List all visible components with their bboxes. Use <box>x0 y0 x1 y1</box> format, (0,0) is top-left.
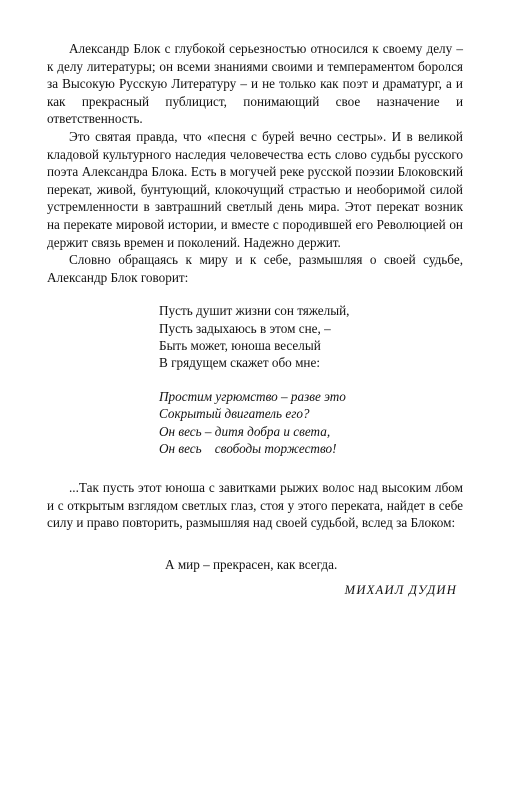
paragraph-blok-seriousness: Александр Блок с глубокой серьезностью относился к своему делу – к делу литературы; он всеми знаниями своими и темпераментом боролся за Высокую Русскую Литературу – и не только как поэт и драматург, а и как прекрасный публицист, понимающий свое назначение и ответственность. <box>47 41 463 127</box>
document-page <box>47 40 463 598</box>
poem-line: Пусть душит жизни сон тяжелый, <box>159 303 350 319</box>
poem-line: Пусть задыхаюсь в этом сне, – <box>159 320 331 336</box>
author-signature: МИХАИЛ ДУДИН <box>344 583 457 598</box>
paragraph-youth: ...Так пусть этот юноша с завитками рыжих волос над высоким лбом и с открытым взглядом светлых глаз, стоя у этого переката, найдет в себе силу и право повторить, размышляя над своей судьбой, вслед за Блоком: <box>47 479 463 531</box>
poem-line: Сокрытый двигатель его? <box>159 406 310 422</box>
paragraph-holy-truth: Это святая правда, что «песня с бурей вечно сестры». И в великой кладовой культурного наследия человечества есть слово судьбы русского поэта Александра Блока. Есть в могучей реке русской поэзии Блоковский перекат, живой, бунтующий, клокочущий страстью и необоримой силой устремленности в завтрашний светлый день мира. Этот перекат возник на перекате мировой истории, и вместе с породившей его Революцией он держит связь времен и поколений. Надежно держит. <box>47 128 463 250</box>
poem-stanza-2 <box>159 388 463 457</box>
poem-quote <box>159 302 463 457</box>
closing-quote: А мир – прекрасен, как всегда. <box>165 556 338 572</box>
poem-line: Быть может, юноша веселый <box>159 337 321 353</box>
poem-line: Он весь – дитя добра и света, <box>159 423 331 439</box>
paragraph-blok-says: Словно обращаясь к миру и к себе, размышляя о своей судьбе, Александр Блок говорит: <box>47 252 463 285</box>
poem-stanza-1 <box>159 302 463 371</box>
poem-line: Он весь свободы торжество! <box>159 440 337 456</box>
poem-line: В грядущем скажет обо мне: <box>159 354 320 370</box>
poem-line: Простим угрюмство – разве это <box>159 389 346 405</box>
